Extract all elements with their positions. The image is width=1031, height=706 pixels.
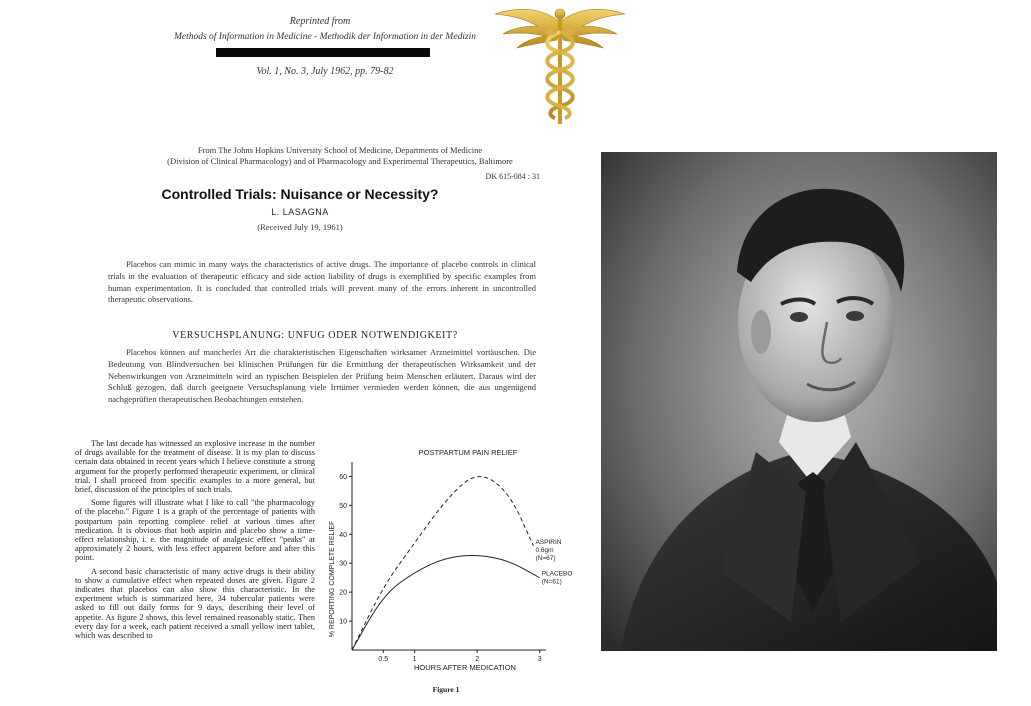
placebo-series-label: PLACEBO — [541, 570, 573, 578]
body-paragraph-1: The last decade has witnessed an explosive increase in the number of drugs available for the treatment of disease. It is my plan to discuss certain data obtained in recent years which I believe constitute a strong argument for the properly performed therapeutic experiment, or clinical trial. I shall proceed from specific examples to a more general, but brief, discussion of the principles of such trials. — [75, 439, 315, 495]
affiliation-line-2: (Division of Clinical Pharmacology) and of Pharmacology and Experimental Therapeutics, Baltimore — [167, 156, 513, 166]
author-portrait-photo — [601, 152, 997, 651]
y-tick-label: 30 — [339, 560, 347, 568]
y-tick-label: 20 — [339, 589, 347, 597]
y-tick-label: 10 — [339, 618, 347, 626]
x-tick-label: 1 — [412, 656, 417, 663]
german-title: VERSUCHSPLANUNG: UNFUG ODER NOTWENDIGKEIT? — [172, 330, 458, 341]
y-tick-label: 60 — [339, 473, 347, 481]
english-abstract: Placebos can mimic in many ways the characteristics of active drugs. The importance of placebo controls in clinical trials in the evaluation of therapeutic efficacy and side action liability of drugs is exemplified by specific examples from human experimentation. It is concluded that controlled trials will prevent many of the errors inherent in uncontrolled therapeutic observations. — [108, 259, 536, 305]
chart-title: POSTPARTUM PAIN RELIEF — [418, 448, 518, 457]
chart-x-axis-label: HOURS AFTER MEDICATION — [414, 663, 516, 672]
aspirin-series-line — [352, 477, 533, 650]
body-text — [75, 439, 315, 644]
received-date: (Received July 19, 1961) — [257, 222, 343, 232]
x-tick-label: 2 — [475, 656, 480, 663]
x-tick-label: 3 — [537, 656, 542, 663]
figure-1-chart — [322, 444, 582, 694]
affiliation-line-1: From The Johns Hopkins University School of Medicine, Departments of Medicine — [197, 145, 483, 155]
volume-info: Vol. 1, No. 3, July 1962, pp. 79-82 — [256, 66, 394, 77]
journal-name: Methods of Information in Medicine - Methodik der Information in der Medizin — [173, 32, 477, 42]
y-tick-label: 40 — [339, 531, 347, 539]
body-paragraph-3: A second basic characteristic of many active drugs is their ability to show a cumulative effect when repeated doses are given. Figure 2 indicates that placebos can also show this characteristic. In the experiment which is summarized here, 34 tubercular patients were asked to fill out daily forms for 9 days, describing their level of appetite. As figure 2 shows, this level remained reasonably static. Then every day for a week, each patient received a small yellow inert tablet, which was described to — [75, 566, 315, 641]
redaction-bar — [216, 48, 430, 57]
aspirin-series-label: (N=67) — [535, 554, 556, 562]
article-author: L. LASAGNA — [271, 207, 329, 217]
reprint-label: Reprinted from — [289, 16, 351, 27]
aspirin-series-label: ASPIRIN — [535, 538, 562, 546]
dk-classification: DK 615-084 : 31 — [485, 172, 540, 181]
chart-series-group — [352, 477, 572, 650]
figure-caption: Figure 1 — [432, 685, 460, 694]
chart-y-axis-label: % REPORTING COMPLETE RELIEF — [329, 520, 336, 638]
affiliation — [70, 145, 610, 167]
chart-axes — [339, 462, 546, 663]
body-paragraph-2: Some figures will illustrate what I like to call "the pharmacology of the placebo." Figure 1 is a graph of the percentage of patients with postpartum pain reporting complete relief at various times after medication. It is obvious that both aspirin and placebo show a time-effect relationship, i. e. the magnitude of analgesic effect "peaks" at approximately 2 hours, with less effect apparent before and after this point. — [75, 498, 315, 563]
article-title: Controlled Trials: Nuisance or Necessity? — [161, 186, 439, 202]
x-tick-label: 0.5 — [378, 656, 389, 663]
placebo-series-line — [352, 556, 540, 650]
aspirin-series-label: 0.6gm — [535, 546, 554, 554]
placebo-series-label: (N=61) — [541, 578, 562, 586]
german-abstract: Placebos können auf mancherlei Art die charakteristischen Eigenschaften wirksamer Arzneimittel vortäuschen. Die Bedeutung von Blindversuchen bei klinischen Prüfungen für die Ermittlung der therapeutischen Wirksamkeit und der Nebenwirkungen von Arzneimitteln wird an typischen Beispielen der Prüfung beim Menschen erläutert. Daraus wird der Schluß gezogen, daß durch geeignete Versuchsplanung viele Irrtümer vermieden werden können, die aus ungenügend nachgeprüften therapeutischen Beobachtungen entstehen. — [108, 347, 536, 405]
caduceus-icon — [493, 2, 627, 126]
y-tick-label: 50 — [339, 502, 347, 510]
